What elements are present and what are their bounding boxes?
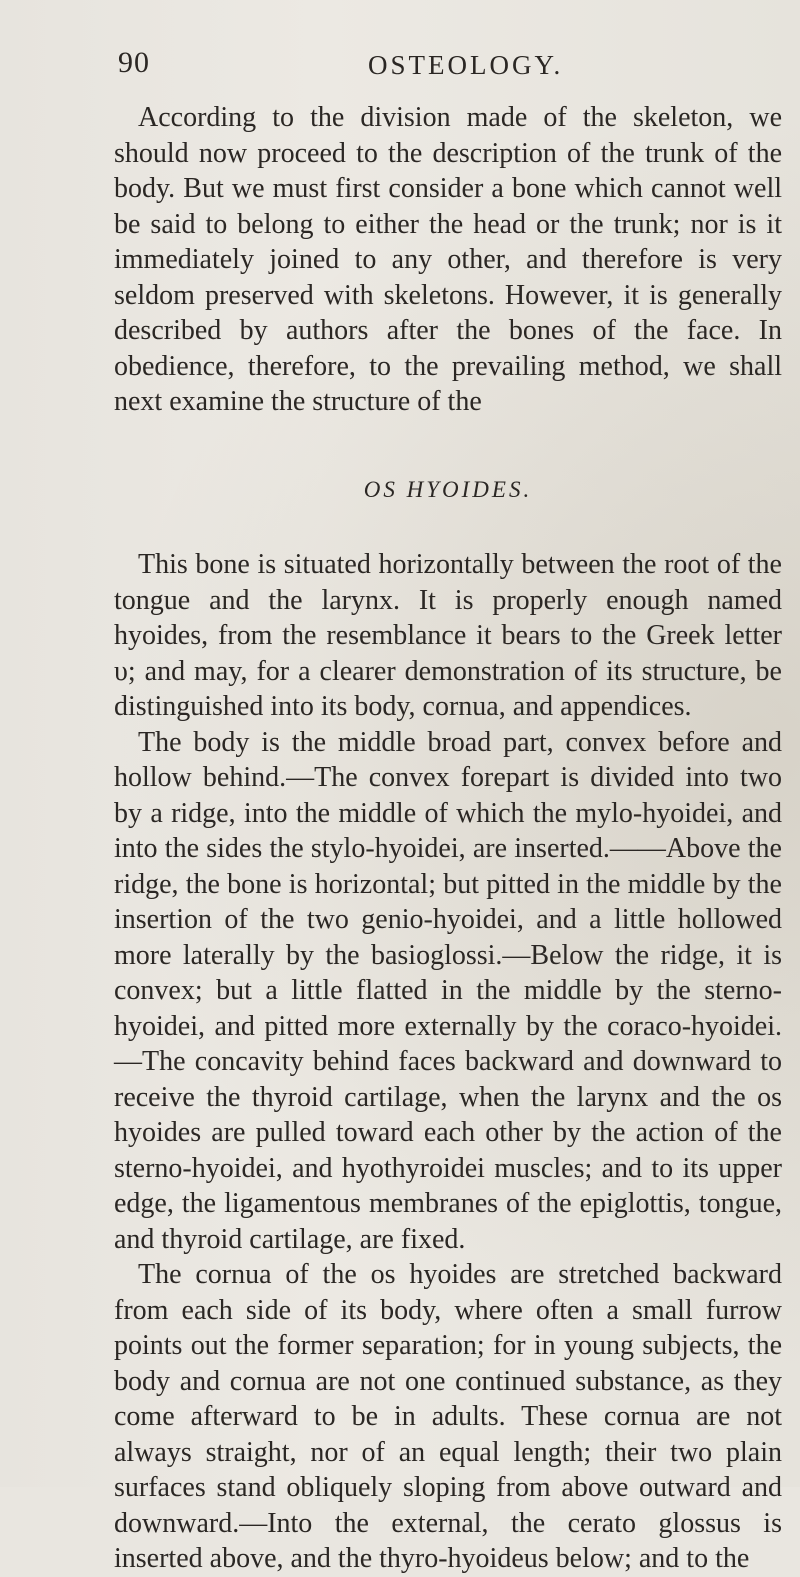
page-number: 90 bbox=[118, 46, 150, 79]
paragraph-cornua: The cornua of the os hyoides are stretched backward from each side of its body, where often a small furrow points out the former separation; for in young subjects, the body and cornua are not one continued substance, as they come afterward to be in adults. These cornua are not always straight, nor of an equal length; their two plain surfaces stand obliquely sloping from above outward and downward.—Into the external, the cerato glossus is inserted above, and the thyro-hyoideus below; and to the bbox=[114, 1259, 782, 1574]
paragraph-intro: According to the division made of the skeleton, we should now proceed to the description of the trunk of the body. But we must first consider a bone which cannot well be said to belong to either the head or the trunk; nor is it immediately joined to any other, and therefore is very seldom preserved with skeletons. However, it is generally described by authors after the bones of the face. In obedience, therefore, to the prevailing method, we shall next examine the structure of the bbox=[114, 102, 782, 417]
text-block bbox=[114, 100, 782, 1577]
running-head bbox=[118, 46, 740, 86]
paragraph-body: The body is the middle broad part, convex before and hollow behind.—The convex forepart is divided into two by a ridge, into the middle of which the mylo-hyoidei, and into the sides the stylo-hyoidei, are inserted.——Above the ridge, the bone is horizontal; but pitted in the middle by the insertion of the two genio-hyoidei, and a little hollowed more laterally by the basioglossi.—Below the ridge, it is convex; but a little flatted in the middle by the sterno-hyoidei, and pitted more externally by the coraco-hyoidei.—The concavity behind faces backward and downward to receive the thyroid cartilage, when the larynx and the os hyoides are pulled toward each other by the action of the sterno-hyoidei, and hyothyroidei muscles; and to its upper edge, the ligamentous membranes of the epiglottis, tongue, and thyroid cartilage, are fixed. bbox=[114, 726, 782, 1255]
running-title: OSTEOLOGY. bbox=[368, 50, 564, 80]
section-heading: OS HYOIDES. bbox=[363, 476, 533, 502]
paragraph-definition: This bone is situated horizontally between the root of the tongue and the larynx. It is properly enough named hyoides, from the resemblance it bears to the Greek letter υ; and may, for a clearer demonstration of its structure, be distinguished into its body, cornua, and appendices. bbox=[114, 549, 782, 722]
